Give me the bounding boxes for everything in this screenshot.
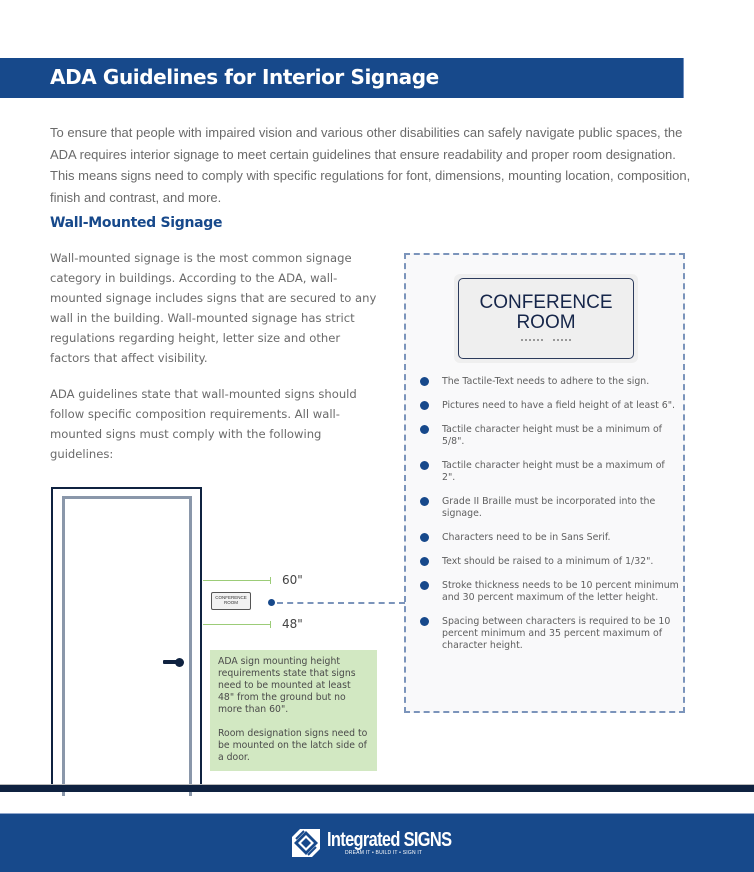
page-title: ADA Guidelines for Interior Signage <box>50 65 439 89</box>
brand-logo <box>292 829 467 859</box>
example-sign <box>454 274 638 363</box>
list-item <box>420 400 680 412</box>
bullet-icon <box>420 497 429 506</box>
upper-measure-line <box>203 580 271 581</box>
door <box>62 496 192 796</box>
list-item <box>420 376 680 388</box>
brand-name: Integrated SIGNS <box>327 829 452 851</box>
sign-text-line-1: CONFERENCE <box>479 292 613 313</box>
braille-icon <box>459 339 633 343</box>
title-banner <box>0 58 684 98</box>
lower-measure-line <box>203 624 271 625</box>
footer <box>0 813 754 872</box>
list-item <box>420 556 680 568</box>
bullet-icon <box>420 461 429 470</box>
list-item-text: Stroke thickness needs to be 10 percent minimum and 30 percent maximum of the letter height. <box>442 580 679 603</box>
bullet-icon <box>420 581 429 590</box>
body-paragraph-2: ADA guidelines state that wall-mounted signs should follow specific composition requirements. All wall-mounted signs must comply with the following guidelines: <box>50 387 357 461</box>
lower-measure-tick <box>270 621 271 628</box>
list-item-text: Pictures need to have a field height of at least 6". <box>442 400 676 411</box>
mini-sign-line-2: ROOM <box>224 600 238 605</box>
list-item-text: The Tactile-Text needs to adhere to the sign. <box>442 376 650 387</box>
mounting-note <box>210 650 377 771</box>
mini-sign-line-1: CONFERENCE <box>215 595 247 600</box>
bullet-icon <box>420 425 429 434</box>
example-sign-face <box>458 278 634 359</box>
guidelines-panel <box>404 253 685 713</box>
floor-line <box>0 784 754 792</box>
connector-dot-icon <box>268 599 275 606</box>
upper-measure-tick <box>270 577 271 584</box>
bullet-icon <box>420 533 429 542</box>
list-item-text: Tactile character height must be a maximum of 2". <box>442 460 665 483</box>
bullet-icon <box>420 617 429 626</box>
section-heading: Wall-Mounted Signage <box>50 215 223 231</box>
list-item-text: Characters need to be in Sans Serif. <box>442 532 611 543</box>
list-item-text: Text should be raised to a minimum of 1/32". <box>442 556 654 567</box>
list-item <box>420 424 680 448</box>
door-frame <box>51 487 202 787</box>
bullet-icon <box>420 557 429 566</box>
list-item <box>420 532 680 544</box>
list-item-text: Spacing between characters is required to be 10 percent minimum and 35 percent maximum of character height. <box>442 616 671 651</box>
list-item <box>420 460 680 484</box>
list-item <box>420 616 680 652</box>
mounting-note-text-1: ADA sign mounting height requirements state that signs need to be mounted at least 48" from the ground but no more than 60". <box>218 656 356 715</box>
connector-dashed-line <box>277 602 405 604</box>
lower-height-label: 48" <box>282 617 303 631</box>
mini-sign <box>211 592 251 610</box>
door-knob-icon <box>175 658 184 667</box>
upper-height-label: 60" <box>282 573 303 587</box>
list-item-text: Tactile character height must be a minimum of 5/8". <box>442 424 662 447</box>
intro-paragraph: To ensure that people with impaired vision and various other disabilities can safely navigate public spaces, the ADA requires interior signage to meet certain guidelines that ensure readability and proper room designation. This means signs need to comply with specific regulations for font, dimensions, mounting location, composition, finish and contrast, and more. <box>50 125 691 205</box>
logo-mark-icon <box>292 829 320 857</box>
guidelines-list <box>420 376 680 664</box>
brand-tagline: DREAM IT • BUILD IT • SIGN IT <box>345 850 423 856</box>
list-item-text: Grade II Braille must be incorporated into the signage. <box>442 496 656 519</box>
mounting-note-text-2: Room designation signs need to be mounted on the latch side of a door. <box>218 728 368 763</box>
sign-text-line-2: ROOM <box>516 312 576 333</box>
body-paragraph-1: Wall-mounted signage is the most common signage category in buildings. According to the ADA, wall-mounted signage includes signs that are secured to any wall in the building. Wall-mounted signage has strict regulations regarding height, letter size and other factors that affect visibility. <box>50 251 377 365</box>
list-item <box>420 580 680 604</box>
bullet-icon <box>420 377 429 386</box>
list-item <box>420 496 680 520</box>
bullet-icon <box>420 401 429 410</box>
